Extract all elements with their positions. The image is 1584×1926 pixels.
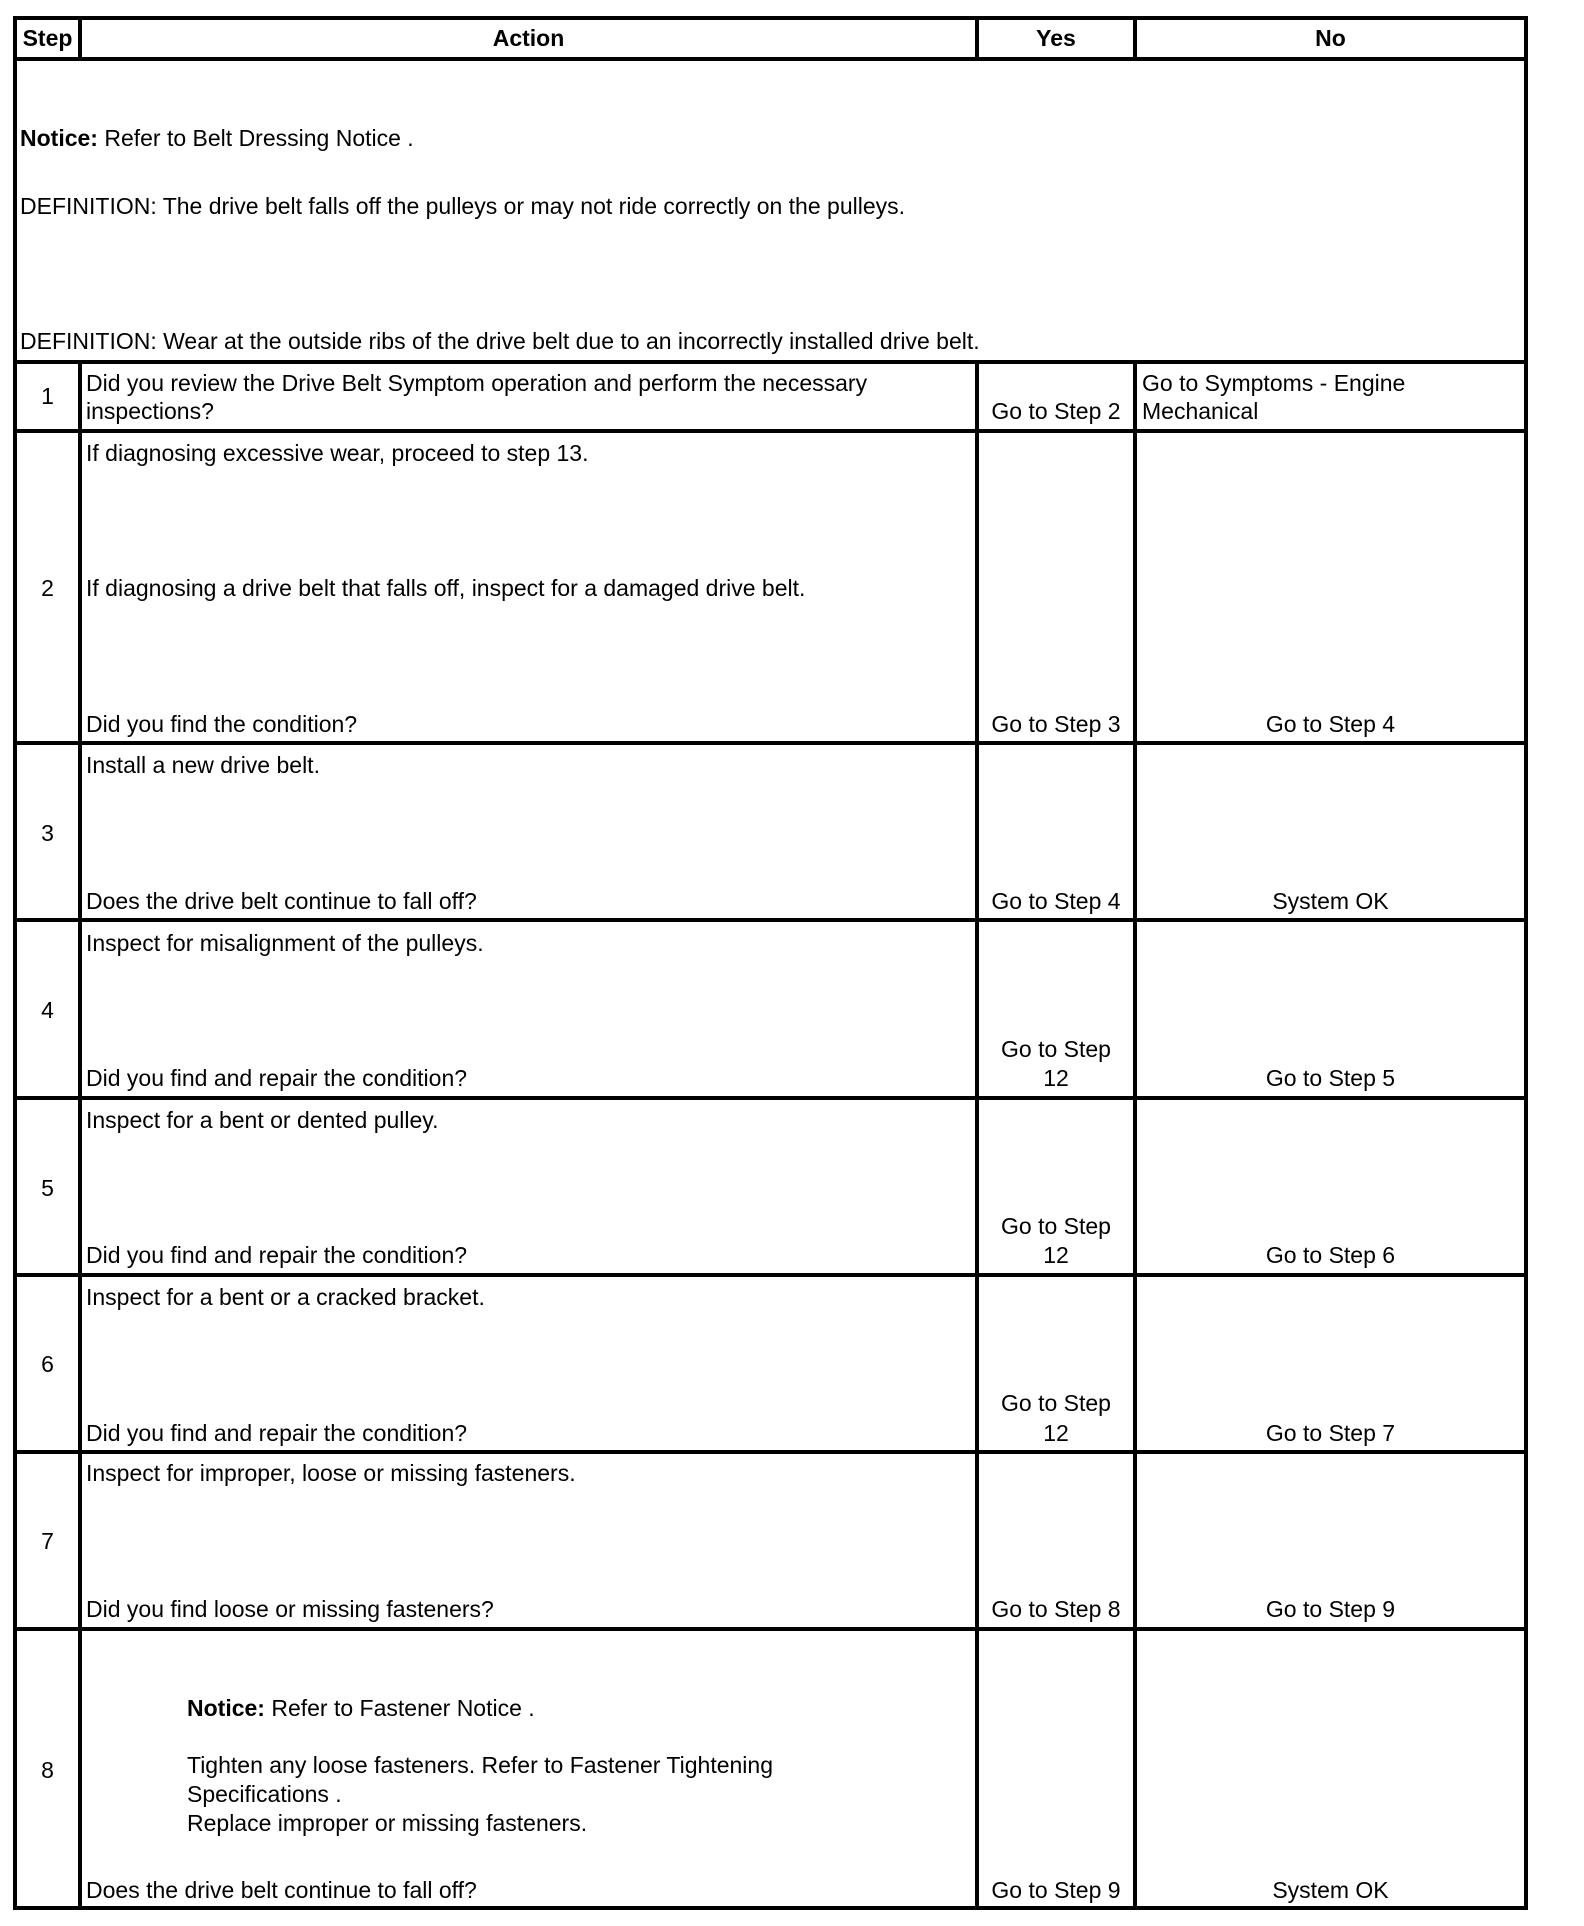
row-3-step: 3 [41, 820, 54, 846]
row-4-question: Did you find and repair the condition? [86, 1065, 468, 1091]
row-1-no-link[interactable]: Go to Symptoms - Engine [1142, 370, 1406, 396]
intro-definition-1: DEFINITION: The drive belt falls off the pulleys or may not ride correctly on the pulleys. [20, 193, 906, 219]
col-divider-step [78, 360, 82, 1910]
row-6-action: Inspect for a bent or a cracked bracket. [86, 1284, 485, 1310]
notice-text: Refer to Belt Dressing Notice . [97, 125, 414, 151]
row-2-action: If diagnosing a drive belt that falls off, inspect for a damaged drive belt. [86, 575, 806, 601]
row-divider [13, 360, 1528, 364]
row-2-action: If diagnosing excessive wear, proceed to step 13. [86, 440, 589, 466]
row-divider [13, 741, 1528, 745]
row-5-yes-link[interactable]: Go to Step [1001, 1213, 1111, 1239]
intro-definition-2: DEFINITION: Wear at the outside ribs of the drive belt due to an incorrectly installed drive belt. [20, 328, 980, 354]
row-divider [13, 1096, 1528, 1100]
row-1-action: inspections? [86, 398, 214, 424]
row-2-no-link[interactable]: Go to Step 4 [1265, 711, 1396, 737]
row-8-yes-link[interactable]: Go to Step 9 [991, 1877, 1121, 1903]
row-2-question: Did you find the condition? [86, 711, 358, 737]
row-6-yes-link[interactable]: Go to Step [1001, 1390, 1111, 1416]
header-no: No [1315, 25, 1346, 51]
header-step: Step [22, 25, 73, 51]
row-6-no-link[interactable]: Go to Step 7 [1265, 1420, 1396, 1446]
row-6-step: 6 [41, 1351, 54, 1377]
notice-label: Notice: [187, 1695, 265, 1721]
intro-notice [20, 124, 414, 152]
row-3-question: Does the drive belt continue to fall off? [86, 888, 477, 914]
row-1-action: Did you review the Drive Belt Symptom operation and perform the necessary [86, 370, 868, 396]
row-7-yes-link[interactable]: Go to Step 8 [991, 1596, 1121, 1622]
col-divider-action [975, 360, 979, 1910]
row-8-no-link[interactable]: System OK [1272, 1877, 1389, 1903]
notice-label: Notice: [20, 125, 98, 151]
row-6-question: Did you find and repair the condition? [86, 1420, 468, 1446]
row-8-question: Does the drive belt continue to fall off? [86, 1877, 477, 1903]
row-4-action: Inspect for misalignment of the pulleys. [86, 930, 484, 956]
table-border-top [13, 16, 1528, 20]
row-6-yes-link[interactable]: 12 [1043, 1420, 1069, 1446]
row-3-no-link[interactable]: System OK [1272, 888, 1389, 914]
row-3-action: Install a new drive belt. [86, 752, 320, 778]
row-1-step: 1 [41, 383, 54, 409]
row-4-yes-link[interactable]: 12 [1043, 1065, 1069, 1091]
row-7-no-link[interactable]: Go to Step 9 [1265, 1596, 1396, 1622]
row-7-question: Did you find loose or missing fasteners? [86, 1596, 494, 1622]
row-divider [13, 429, 1528, 433]
header-action: Action [492, 25, 565, 51]
row-8-action: Specifications . [187, 1781, 342, 1807]
row-7-step: 7 [41, 1528, 54, 1554]
row-5-question: Did you find and repair the condition? [86, 1242, 468, 1268]
table-border-right [1524, 16, 1528, 1910]
header-divider [13, 57, 1528, 61]
row-5-no-link[interactable]: Go to Step 6 [1265, 1242, 1396, 1268]
row-4-step: 4 [41, 997, 54, 1023]
row-8-notice [187, 1694, 535, 1722]
row-4-yes-link[interactable]: Go to Step [1001, 1036, 1111, 1062]
row-divider [13, 1627, 1528, 1631]
table-border-left [13, 16, 17, 1910]
row-5-yes-link[interactable]: 12 [1043, 1242, 1069, 1268]
row-2-step: 2 [41, 575, 54, 601]
notice-text: Refer to Fastener Notice . [264, 1695, 535, 1721]
header-yes: Yes [1036, 25, 1076, 51]
table-border-bottom [13, 1906, 1528, 1910]
row-1-no-link[interactable]: Mechanical [1142, 398, 1259, 424]
row-8-action: Replace improper or missing fasteners. [187, 1810, 588, 1836]
row-5-action: Inspect for a bent or dented pulley. [86, 1107, 439, 1133]
row-1-yes-link[interactable]: Go to Step 2 [991, 398, 1121, 424]
row-7-action: Inspect for improper, loose or missing fasteners. [86, 1460, 576, 1486]
row-5-step: 5 [41, 1175, 54, 1201]
row-divider [13, 1450, 1528, 1454]
row-8-step: 8 [41, 1757, 54, 1783]
row-divider [13, 1273, 1528, 1277]
row-4-no-link[interactable]: Go to Step 5 [1265, 1065, 1396, 1091]
row-2-yes-link[interactable]: Go to Step 3 [991, 711, 1121, 737]
row-3-yes-link[interactable]: Go to Step 4 [991, 888, 1121, 914]
row-divider [13, 918, 1528, 922]
col-divider-yes [1133, 360, 1137, 1910]
row-8-action: Tighten any loose fasteners. Refer to Fastener Tightening [187, 1752, 773, 1778]
